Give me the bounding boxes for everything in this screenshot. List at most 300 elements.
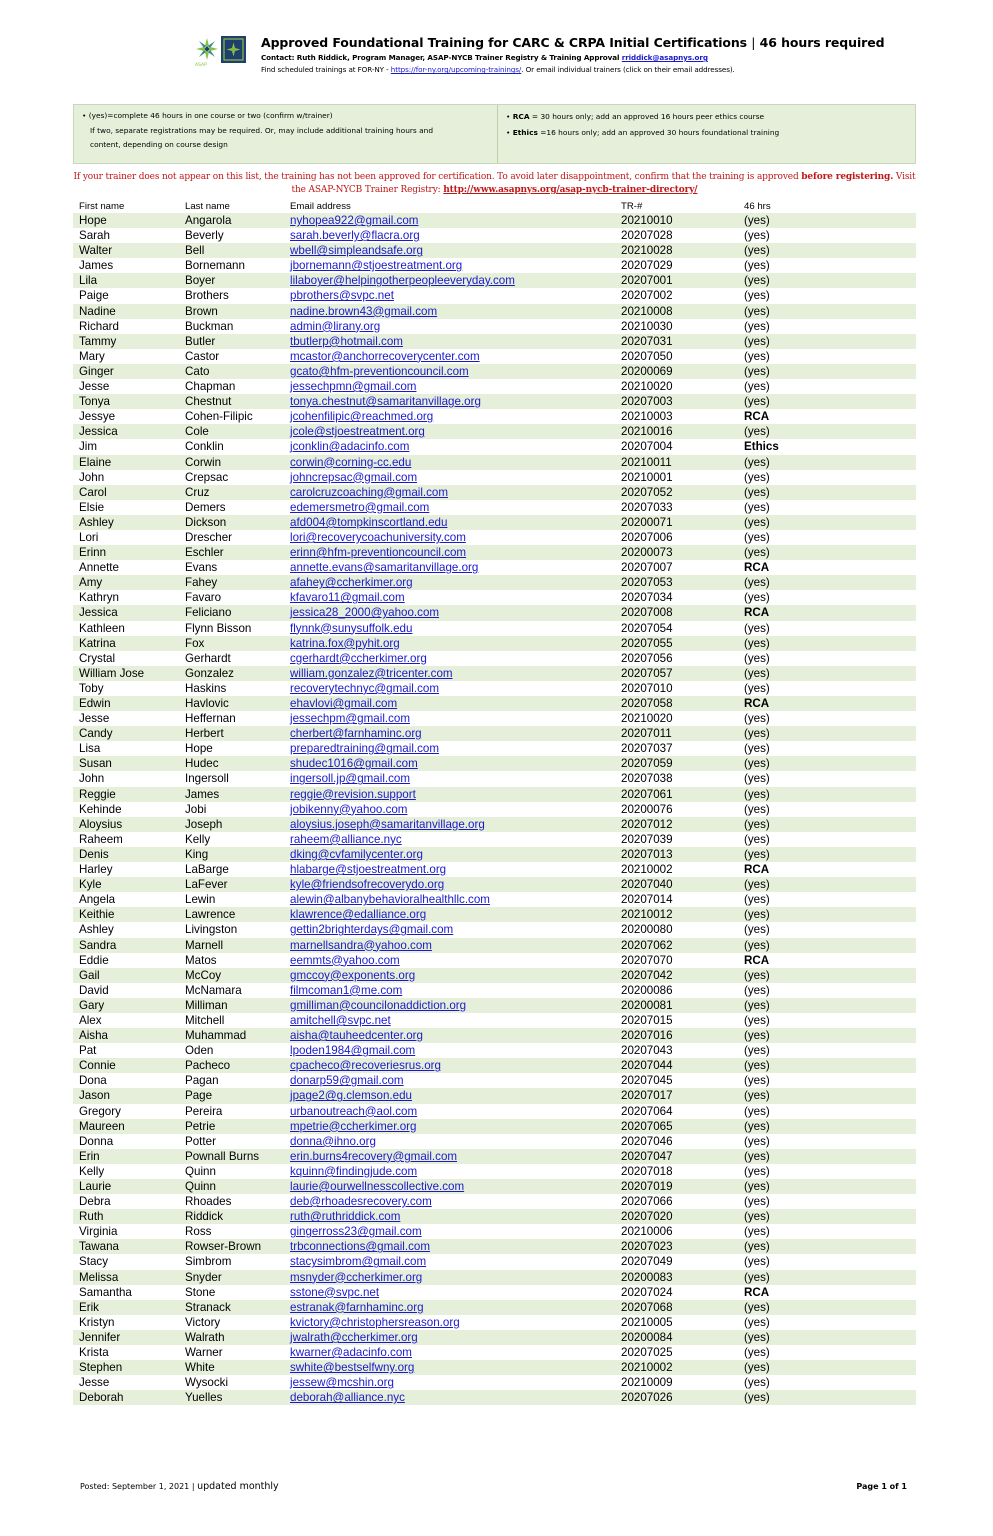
last-name-cell: Lawrence — [185, 908, 236, 922]
tr-number-cell: 20207029 — [621, 259, 673, 273]
email-link[interactable]: cgerhardt@ccherkimer.org — [290, 651, 427, 665]
first-name-cell: Krista — [79, 1346, 109, 1360]
last-name-cell: Evans — [185, 561, 218, 575]
first-name-cell: John — [79, 772, 105, 786]
email-link[interactable]: jessica28_2000@yahoo.com — [290, 606, 440, 620]
first-name-cell: Jesse — [79, 712, 110, 726]
email-link[interactable]: wbell@simpleandsafe.org — [290, 244, 423, 258]
last-name-cell: Potter — [185, 1134, 216, 1148]
tr-number-cell: 20207011 — [621, 727, 672, 741]
last-name-cell: Pagan — [185, 1074, 219, 1088]
table-row — [73, 847, 916, 862]
email-link[interactable]: jessechpmn@gmail.com — [290, 380, 417, 394]
table-row — [73, 349, 916, 364]
hours-status-cell: (yes) — [744, 666, 770, 680]
email-link[interactable]: reggie@revision.support — [290, 787, 416, 801]
find-trainings-line: Find scheduled trainings at FOR-NY - https://for-ny.org/upcoming-trainings/. Or email individual trainers (click on their email addresses). — [261, 65, 735, 74]
first-name-cell: Annette — [79, 561, 119, 575]
table-row — [73, 1088, 916, 1103]
table-row — [73, 1270, 916, 1285]
first-name-cell: Sarah — [79, 229, 110, 243]
last-name-cell: Demers — [185, 500, 226, 514]
first-name-cell: Tonya — [79, 395, 110, 409]
table-row — [73, 681, 916, 696]
last-name-cell: Crepsac — [185, 470, 229, 484]
table-row — [73, 258, 916, 273]
email-link[interactable]: jobikenny@yahoo.com — [290, 802, 408, 816]
hours-status-cell: (yes) — [744, 259, 770, 273]
table-row — [73, 575, 916, 590]
email-link[interactable]: gingerross23@gmail.com — [290, 1225, 422, 1239]
first-name-cell: Lila — [79, 274, 98, 288]
hours-status-cell: (yes) — [744, 1391, 770, 1405]
hours-status-cell: (yes) — [744, 334, 770, 348]
table-row — [73, 1300, 916, 1315]
hours-status-cell: RCA — [744, 561, 770, 575]
table-row — [73, 1254, 916, 1269]
hours-status-cell: (yes) — [744, 1240, 770, 1254]
email-link[interactable]: dking@cvfamilycenter.org — [290, 847, 423, 861]
upcoming-trainings-link[interactable]: https://for-ny.org/upcoming-trainings/ — [390, 65, 522, 74]
first-name-cell: Angela — [79, 893, 116, 907]
email-link[interactable]: deb@rhoadesrecovery.com — [290, 1195, 432, 1209]
email-link[interactable]: admin@lirany.org — [290, 319, 381, 333]
email-link[interactable]: cherbert@farnhaminc.org — [290, 727, 422, 741]
last-name-cell: Bell — [185, 244, 205, 258]
table-row — [73, 696, 916, 711]
email-link[interactable]: johncrepsac@gmail.com — [290, 470, 418, 484]
first-name-cell: Stacy — [79, 1255, 108, 1269]
legend-yes-detail-2: content, depending on course design — [90, 140, 228, 149]
last-name-cell: Quinn — [185, 1164, 216, 1178]
email-link[interactable]: donna@ihno.org — [290, 1134, 376, 1148]
table-row — [73, 953, 916, 968]
first-name-cell: Samantha — [79, 1285, 132, 1299]
tr-number-cell: 20207070 — [621, 953, 673, 967]
first-name-cell: Kristyn — [79, 1315, 115, 1329]
last-name-cell: Petrie — [185, 1119, 216, 1133]
email-link[interactable]: jessew@mcshin.org — [290, 1376, 394, 1390]
last-name-cell: Cruz — [185, 485, 210, 499]
table-row — [73, 394, 916, 409]
email-link[interactable]: flynnk@sunysuffolk.edu — [290, 621, 413, 635]
email-link[interactable]: katrina.fox@pyhit.org — [290, 636, 400, 650]
first-name-cell: Eddie — [79, 953, 109, 967]
tr-number-cell: 20207056 — [621, 651, 673, 665]
hours-status-cell: (yes) — [744, 1195, 770, 1209]
tr-number-cell: 20207049 — [621, 1255, 673, 1269]
first-name-cell: Ashley — [79, 515, 114, 529]
header-first-name: First name — [79, 201, 125, 212]
first-name-cell: Keithie — [79, 908, 115, 922]
email-link[interactable]: swhite@bestselfwny.org — [290, 1361, 415, 1375]
last-name-cell: Butler — [185, 334, 216, 348]
legend-ethics-line: • Ethics =16 hours only; add an approved 30 hours foundational training — [506, 128, 780, 137]
first-name-cell: Gary — [79, 998, 105, 1012]
hours-status-cell: (yes) — [744, 546, 770, 560]
table-row — [73, 228, 916, 243]
email-link[interactable]: gettin2brighterdays@gmail.com — [290, 923, 454, 937]
email-link[interactable]: jpage2@g.clemson.edu — [290, 1089, 412, 1103]
email-link[interactable]: amitchell@svpc.net — [290, 1013, 391, 1027]
table-row — [73, 485, 916, 500]
hours-status-cell: (yes) — [744, 1315, 770, 1329]
table-row — [73, 832, 916, 847]
table-row — [73, 1345, 916, 1360]
table-row — [73, 1013, 916, 1028]
first-name-cell: Sandra — [79, 938, 117, 952]
table-row — [73, 636, 916, 651]
first-name-cell: Erik — [79, 1300, 99, 1314]
first-name-cell: Elsie — [79, 500, 105, 514]
last-name-cell: Cole — [185, 425, 209, 439]
hours-status-cell: (yes) — [744, 1361, 770, 1375]
email-link[interactable]: kfavaro11@gmail.com — [290, 591, 405, 605]
tr-number-cell: 20207039 — [621, 832, 673, 846]
first-name-cell: Harley — [79, 863, 113, 877]
table-row — [73, 379, 916, 394]
last-name-cell: Dickson — [185, 515, 227, 529]
first-name-cell: Walter — [79, 244, 113, 258]
first-name-cell: Jessica — [79, 606, 118, 620]
email-link[interactable]: jwalrath@ccherkimer.org — [290, 1330, 418, 1344]
email-link[interactable]: urbanoutreach@aol.com — [290, 1104, 418, 1118]
table-row — [73, 530, 916, 545]
email-link[interactable]: laurie@ourwellnesscollective.com — [290, 1180, 465, 1193]
table-row — [73, 802, 916, 817]
tr-number-cell: 20207044 — [621, 1059, 673, 1073]
table-row — [73, 439, 916, 454]
email-link[interactable]: aisha@tauheedcenter.org — [290, 1029, 423, 1043]
email-link[interactable]: annette.evans@samaritanvillage.org — [290, 561, 479, 575]
first-name-cell: Ashley — [79, 923, 114, 937]
email-link[interactable]: jcohenfilipic@reachmed.org — [290, 410, 434, 424]
first-name-cell: Kathryn — [79, 591, 119, 605]
tr-number-cell: 20210003 — [621, 410, 673, 424]
table-row — [73, 1390, 916, 1405]
tr-number-cell: 20207025 — [621, 1346, 673, 1360]
email-link[interactable]: carolcruzcoaching@gmail.com — [290, 485, 449, 499]
first-name-cell: Donna — [79, 1134, 114, 1148]
first-name-cell: Candy — [79, 727, 113, 741]
table-row — [73, 1043, 916, 1058]
email-link[interactable]: ingersoll.jp@gmail.com — [290, 772, 411, 786]
hours-status-cell: (yes) — [744, 772, 770, 786]
hours-status-cell: (yes) — [744, 515, 770, 529]
email-link[interactable]: gmilliman@councilonaddiction.org — [290, 998, 467, 1012]
first-name-cell: Erinn — [79, 546, 107, 560]
email-link[interactable]: donarp59@gmail.com — [290, 1074, 404, 1088]
trainer-table — [73, 200, 916, 1405]
table-row — [73, 1104, 916, 1119]
svg-text:ASAP: ASAP — [195, 63, 207, 68]
last-name-cell: Kelly — [185, 832, 211, 846]
header-last-name: Last name — [185, 201, 230, 212]
email-link[interactable]: jconklin@adacinfo.com — [290, 440, 410, 454]
email-link[interactable]: trbconnections@gmail.com — [290, 1240, 431, 1254]
tr-number-cell: 20210002 — [621, 863, 673, 877]
email-link[interactable]: hlabarge@stjoestreatment.org — [290, 863, 447, 877]
last-name-cell: Pownall Burns — [185, 1149, 260, 1163]
last-name-cell: Bornemann — [185, 259, 245, 273]
tr-number-cell: 20200081 — [621, 998, 673, 1012]
table-row — [73, 334, 916, 349]
email-link[interactable]: shudec1016@gmail.com — [290, 757, 418, 771]
tr-number-cell: 20207050 — [621, 349, 673, 363]
tr-number-cell: 20207010 — [621, 681, 673, 695]
contact-email-link[interactable]: rriddick@asapnys.org — [621, 53, 708, 62]
email-link[interactable]: alewin@albanybehavioralhealthllc.com — [290, 893, 490, 907]
last-name-cell: Brothers — [185, 289, 229, 303]
first-name-cell: Debra — [79, 1195, 111, 1209]
tr-number-cell: 20207006 — [621, 530, 673, 544]
hours-status-cell: RCA — [744, 410, 770, 424]
hours-status-cell: (yes) — [744, 1119, 770, 1133]
email-link[interactable]: filmcoman1@me.com — [290, 983, 403, 997]
legend-yes-note — [82, 109, 492, 153]
email-link[interactable]: lori@recoverycoachuniversity.com — [290, 530, 466, 544]
footer-posted: Posted: September 1, 2021 | updated monthly — [80, 1481, 279, 1492]
email-link[interactable]: mcastor@anchorrecoverycenter.com — [290, 349, 480, 363]
email-link[interactable]: eemmts@yahoo.com — [290, 953, 400, 967]
first-name-cell: Mary — [79, 349, 105, 363]
first-name-cell: Susan — [79, 757, 112, 771]
hours-status-cell: (yes) — [744, 395, 770, 409]
email-link[interactable]: afahey@ccherkimer.org — [290, 576, 413, 590]
tr-number-cell: 20207066 — [621, 1195, 673, 1209]
email-link[interactable]: recoverytechnyc@gmail.com — [290, 681, 440, 695]
hours-status-cell: (yes) — [744, 274, 770, 288]
table-row — [73, 470, 916, 485]
email-link[interactable]: ruth@ruthriddick.com — [290, 1210, 401, 1224]
email-link[interactable]: nyhopea922@gmail.com — [290, 214, 419, 227]
hours-status-cell: (yes) — [744, 1089, 770, 1103]
first-name-cell: Richard — [79, 319, 119, 333]
table-row — [73, 1224, 916, 1239]
email-link[interactable]: deborah@alliance.nyc — [290, 1391, 405, 1405]
last-name-cell: Drescher — [185, 530, 233, 544]
email-link[interactable]: erin.burns4recovery@gmail.com — [290, 1149, 458, 1163]
table-row — [73, 545, 916, 560]
first-name-cell: Ruth — [79, 1210, 104, 1224]
email-link[interactable]: sstone@svpc.net — [290, 1285, 380, 1299]
hours-status-cell: (yes) — [744, 847, 770, 861]
tr-number-cell: 20207019 — [621, 1180, 673, 1193]
table-row — [73, 455, 916, 470]
hours-status-cell: (yes) — [744, 636, 770, 650]
last-name-cell: Victory — [185, 1315, 221, 1329]
tr-number-cell: 20200083 — [621, 1270, 673, 1284]
table-row — [73, 771, 916, 786]
hours-status-cell: (yes) — [744, 923, 770, 937]
hours-status-cell: (yes) — [744, 621, 770, 635]
tr-number-cell: 20210005 — [621, 1315, 673, 1329]
hours-status-cell: (yes) — [744, 470, 770, 484]
last-name-cell: Simbrom — [185, 1255, 232, 1269]
table-row — [73, 922, 916, 937]
tr-number-cell: 20207028 — [621, 229, 673, 243]
tr-number-cell: 20210028 — [621, 244, 673, 258]
tr-number-cell: 20207062 — [621, 938, 673, 952]
first-name-cell: Raheem — [79, 832, 123, 846]
tr-number-cell: 20207046 — [621, 1134, 673, 1148]
hours-status-cell: (yes) — [744, 1300, 770, 1314]
email-link[interactable]: klawrence@edalliance.org — [290, 908, 427, 922]
tr-number-cell: 20207016 — [621, 1029, 673, 1043]
email-link[interactable]: edemersmetro@gmail.com — [290, 500, 430, 514]
hours-status-cell: (yes) — [744, 244, 770, 258]
last-name-cell: Cato — [185, 364, 210, 378]
hours-status-cell: (yes) — [744, 530, 770, 544]
hours-status-cell: (yes) — [744, 938, 770, 952]
first-name-cell: Deborah — [79, 1391, 124, 1405]
email-link[interactable]: preparedtraining@gmail.com — [290, 742, 440, 756]
email-link[interactable]: kwarner@adacinfo.com — [290, 1346, 412, 1360]
email-link[interactable]: tonya.chestnut@samaritanvillage.org — [290, 395, 481, 409]
last-name-cell: White — [185, 1361, 215, 1375]
contact-line: Contact: Ruth Riddick, Program Manager, ASAP-NYCB Trainer Registry & Training Approval rriddick@asapnys.org — [261, 53, 708, 62]
email-link[interactable]: gmccoy@exponents.org — [290, 968, 416, 982]
legend-yes-detail: If two, separate registrations may be required. Or, may include additional training hours and — [90, 125, 434, 135]
table-row — [73, 968, 916, 983]
last-name-cell: Pereira — [185, 1104, 223, 1118]
first-name-cell: Connie — [79, 1059, 116, 1073]
last-name-cell: Haskins — [185, 681, 227, 695]
last-name-cell: Eschler — [185, 546, 224, 560]
email-link[interactable]: kquinn@findingjude.com — [290, 1164, 418, 1178]
last-name-cell: LaBarge — [185, 863, 229, 877]
tr-number-cell: 20200071 — [621, 515, 673, 529]
tr-number-cell: 20210020 — [621, 380, 673, 394]
tr-number-cell: 20200086 — [621, 983, 673, 997]
notes-divider — [497, 105, 498, 163]
last-name-cell: Lewin — [185, 893, 216, 907]
email-link[interactable]: kyle@friendsofrecoverydo.org — [290, 878, 445, 892]
tr-number-cell: 20207053 — [621, 576, 673, 590]
email-link[interactable]: aloysius.joseph@samaritanvillage.org — [290, 817, 485, 831]
email-link[interactable]: jbornemann@stjoestreatment.org — [290, 259, 463, 273]
first-name-cell: Jesse — [79, 1376, 110, 1390]
first-name-cell: Katrina — [79, 636, 116, 650]
email-link[interactable]: mpetrie@ccherkimer.org — [290, 1119, 417, 1133]
table-row — [73, 726, 916, 741]
last-name-cell: Stone — [185, 1285, 216, 1299]
email-link[interactable]: stacysimbrom@gmail.com — [290, 1255, 427, 1269]
trainer-registry-link[interactable]: http://www.asapnys.org/asap-nycb-trainer-directory/ — [443, 185, 698, 195]
last-name-cell: Feliciano — [185, 606, 232, 620]
email-link[interactable]: kvictory@christophersreason.org — [290, 1315, 460, 1329]
tr-number-cell: 20207055 — [621, 636, 673, 650]
hours-status-cell: (yes) — [744, 681, 770, 695]
email-link[interactable]: corwin@corning-cc.edu — [290, 455, 412, 469]
email-link[interactable]: gcato@hfm-preventioncouncil.com — [290, 364, 469, 378]
email-link[interactable]: afd004@tompkinscortland.edu — [290, 515, 448, 529]
hours-status-cell: (yes) — [744, 214, 770, 227]
legend-rca-line: • RCA = 30 hours only; add an approved 16 hours peer ethics course — [506, 112, 765, 121]
last-name-cell: Flynn Bisson — [185, 621, 252, 635]
first-name-cell: Crystal — [79, 651, 116, 665]
hours-status-cell: (yes) — [744, 500, 770, 514]
hours-status-cell: (yes) — [744, 319, 770, 333]
last-name-cell: Brown — [185, 304, 218, 318]
last-name-cell: Gerhardt — [185, 651, 231, 665]
hours-status-cell: RCA — [744, 1285, 770, 1299]
first-name-cell: Jessica — [79, 425, 118, 439]
email-link[interactable]: jessechpm@gmail.com — [290, 712, 411, 726]
last-name-cell: Corwin — [185, 455, 222, 469]
table-row — [73, 1058, 916, 1073]
email-link[interactable]: ehavlovi@gmail.com — [290, 697, 398, 710]
hours-status-cell: (yes) — [744, 1255, 770, 1269]
email-link[interactable]: sarah.beverly@flacra.org — [290, 229, 420, 243]
table-row — [73, 651, 916, 666]
tr-number-cell: 20207047 — [621, 1149, 673, 1163]
asap-logo-icon — [194, 34, 248, 68]
first-name-cell: Virginia — [79, 1225, 118, 1239]
table-row — [73, 605, 916, 620]
first-name-cell: Denis — [79, 847, 109, 861]
first-name-cell: Amy — [79, 576, 103, 590]
first-name-cell: Lisa — [79, 742, 101, 756]
email-link[interactable]: nadine.brown43@gmail.com — [290, 304, 438, 318]
table-row — [73, 1315, 916, 1330]
hours-status-cell: (yes) — [744, 1029, 770, 1043]
table-row — [73, 621, 916, 636]
email-link[interactable]: marnellsandra@yahoo.com — [290, 938, 432, 952]
last-name-cell: Beverly — [185, 229, 224, 243]
email-link[interactable]: cpacheco@recoveriesrus.org — [290, 1059, 441, 1073]
last-name-cell: Warner — [185, 1346, 223, 1360]
table-row — [73, 1360, 916, 1375]
table-row — [73, 1375, 916, 1390]
first-name-cell: Pat — [79, 1044, 97, 1058]
table-row — [73, 787, 916, 802]
email-link[interactable]: jcole@stjoestreatment.org — [290, 425, 425, 439]
table-row — [73, 983, 916, 998]
email-link[interactable]: pbrothers@svpc.net — [290, 289, 394, 303]
hours-status-cell: (yes) — [744, 727, 770, 741]
tr-number-cell: 20207012 — [621, 817, 673, 831]
email-link[interactable]: lilaboyer@helpingotherpeopleeveryday.com — [290, 274, 515, 288]
tr-number-cell: 20207045 — [621, 1074, 673, 1088]
table-row — [73, 741, 916, 756]
email-link[interactable]: william.gonzalez@tricenter.com — [290, 666, 453, 680]
last-name-cell: Conklin — [185, 440, 224, 454]
tr-number-cell: 20200080 — [621, 923, 673, 937]
last-name-cell: Cohen-Filipic — [185, 410, 253, 424]
last-name-cell: Rhoades — [185, 1195, 232, 1209]
hours-status-cell: (yes) — [744, 1330, 770, 1344]
tr-number-cell: 20207064 — [621, 1104, 673, 1118]
hours-status-cell: (yes) — [744, 742, 770, 756]
tr-number-cell: 20207023 — [621, 1240, 673, 1254]
email-link[interactable]: estranak@farnhaminc.org — [290, 1300, 424, 1314]
table-row — [73, 711, 916, 726]
email-link[interactable]: tbutlerp@hotmail.com — [290, 334, 403, 348]
tr-number-cell: 20210011 — [621, 455, 672, 469]
email-link[interactable]: lpoden1984@gmail.com — [290, 1044, 416, 1058]
first-name-cell: Hope — [79, 214, 107, 227]
table-row — [73, 273, 916, 288]
last-name-cell: Livingston — [185, 923, 238, 937]
first-name-cell: Tawana — [79, 1240, 119, 1254]
email-link[interactable]: raheem@alliance.nyc — [290, 832, 402, 846]
email-link[interactable]: erinn@hfm-preventioncouncil.com — [290, 546, 467, 560]
email-link[interactable]: msnyder@ccherkimer.org — [290, 1270, 423, 1284]
last-name-cell: McCoy — [185, 968, 222, 982]
hours-status-cell: (yes) — [744, 455, 770, 469]
table-row — [73, 998, 916, 1013]
